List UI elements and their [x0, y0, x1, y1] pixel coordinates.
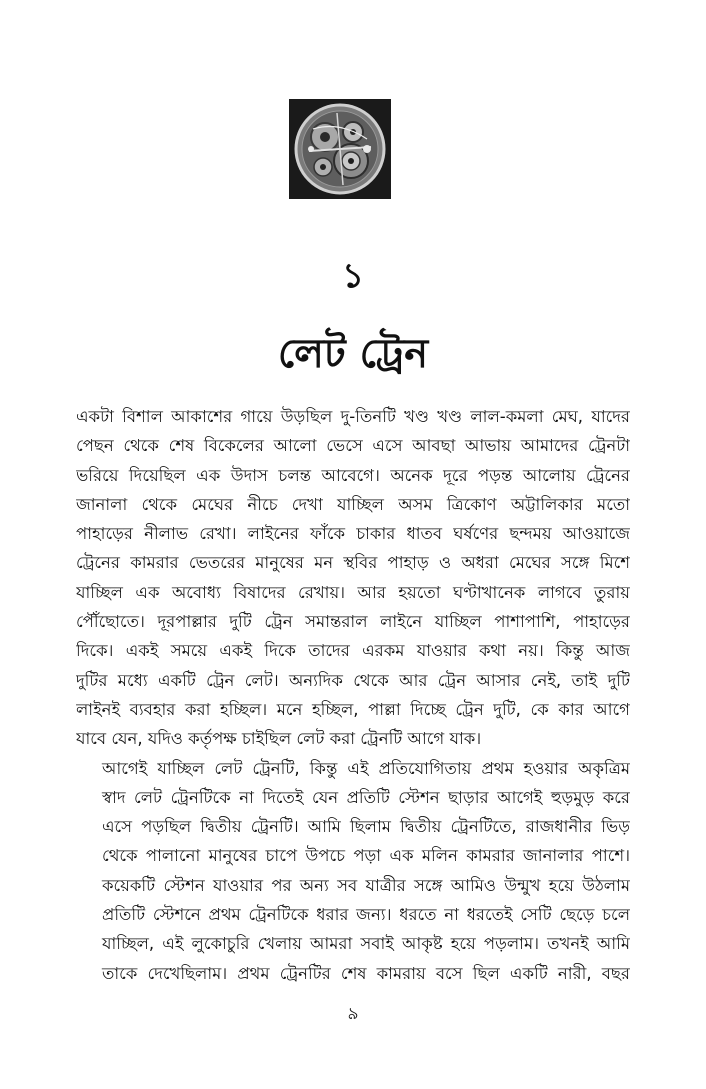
text-line: ট্রেনের কামরার ভেতরের মানুষের মন স্থবির পাহাড় ও অধরা মেঘের সঙ্গে মিশে: [76, 553, 630, 573]
text-line: পৌঁছোতে। দূরপাল্লার দুটি ট্রেন সমান্তরাল লাইনে যাচ্ছিল পাশাপাশি, পাহাড়ের: [76, 612, 630, 632]
paragraph-1: [76, 402, 630, 754]
paragraph-2: [76, 754, 630, 988]
text-line: প্রতিটি স্টেশনে প্রথম ট্রেনটিকে ধরার জন্য। ধরতে না ধরতেই সেটি ছেড়ে চলে: [102, 905, 630, 925]
text-line: পাহাড়ের নীলাভ রেখা। লাইনের ফাঁকে চাকার ধাতব ঘর্ষণের ছন্দময় আওয়াজে: [76, 524, 630, 544]
text-line: স্বাদ লেট ট্রেনটিকে না দিতেই যেন প্রতিটি স্টেশন ছাড়ার আগেই হুড়মুড় করে: [102, 787, 630, 807]
text-line: যাচ্ছিল এক অবোধ্য বিষাদের রেখায়। আর হয়তো ঘণ্টাখানেক লাগবে তুরায়: [76, 582, 630, 602]
text-line: আগেই যাচ্ছিল লেট ট্রেনটি, কিন্তু এই প্রতিযোগিতায় প্রথম হওয়ার অকৃত্রিম: [102, 758, 630, 778]
text-line: জানালা থেকে মেঘের নীচে দেখা যাচ্ছিল অসম ত্রিকোণ অট্টালিকার মতো: [76, 494, 630, 514]
text-line: এসে পড়ছিল দ্বিতীয় ট্রেনটি। আমি ছিলাম দ্বিতীয় ট্রেনটিতে, রাজধানীর ভিড়: [102, 817, 630, 837]
text-line: দুটির মধ্যে একটি ট্রেন লেট। অন্যদিক থেকে আর ট্রেন আসার নেই, তাই দুটি: [76, 670, 630, 690]
clock-mechanism-icon: [289, 99, 391, 199]
text-line: কয়েকটি স্টেশন যাওয়ার পর অন্য সব যাত্রীর সঙ্গে আমিও উন্মুখ হয়ে উঠলাম: [102, 875, 630, 895]
chapter-body: [76, 402, 630, 988]
text-line: ভরিয়ে দিয়েছিল এক উদাস চলন্ত আবেগে। অনেক দূরে পড়ন্ত আলোয় ট্রেনের: [76, 465, 630, 485]
text-line: যাবে যেন, যদিও কর্তৃপক্ষ চাইছিল লেট করা ট্রেনটি আগে যাক।: [76, 729, 482, 749]
text-line: যাচ্ছিল, এই লুকোচুরি খেলায় আমরা সবাই আকৃষ্ট হয়ে পড়লাম। তখনই আমি: [102, 934, 630, 954]
chapter-number: ১: [341, 256, 365, 296]
text-line: দিকে। একই সময়ে একই দিকে তাদের এরকম যাওয়ার কথা নয়। কিন্তু আজ: [76, 641, 630, 661]
chapter-title: লেট ট্রেন: [277, 331, 429, 377]
text-line: থেকে পালানো মানুষের চাপে উপচে পড়া এক মলিন কামরার জানালার পাশে।: [102, 846, 630, 866]
text-line: একটা বিশাল আকাশের গায়ে উড়ছিল দু-তিনটি খণ্ড খণ্ড লাল-কমলা মেঘ, যাদের: [76, 407, 630, 426]
page-number: ৯: [347, 1004, 359, 1024]
text-line: লাইনই ব্যবহার করা হচ্ছিল। মনে হচ্ছিল, পাল্লা দিচ্ছে ট্রেন দুটি, কে কার আগে: [76, 699, 630, 719]
text-line: তাকে দেখেছিলাম। প্রথম ট্রেনটির শেষ কামরায় বসে ছিল একটি নারী, বছর: [102, 963, 630, 983]
text-line: পেছন থেকে শেষ বিকেলের আলো ভেসে এসে আবছা আভায় আমাদের ট্রেনটা: [76, 436, 630, 456]
